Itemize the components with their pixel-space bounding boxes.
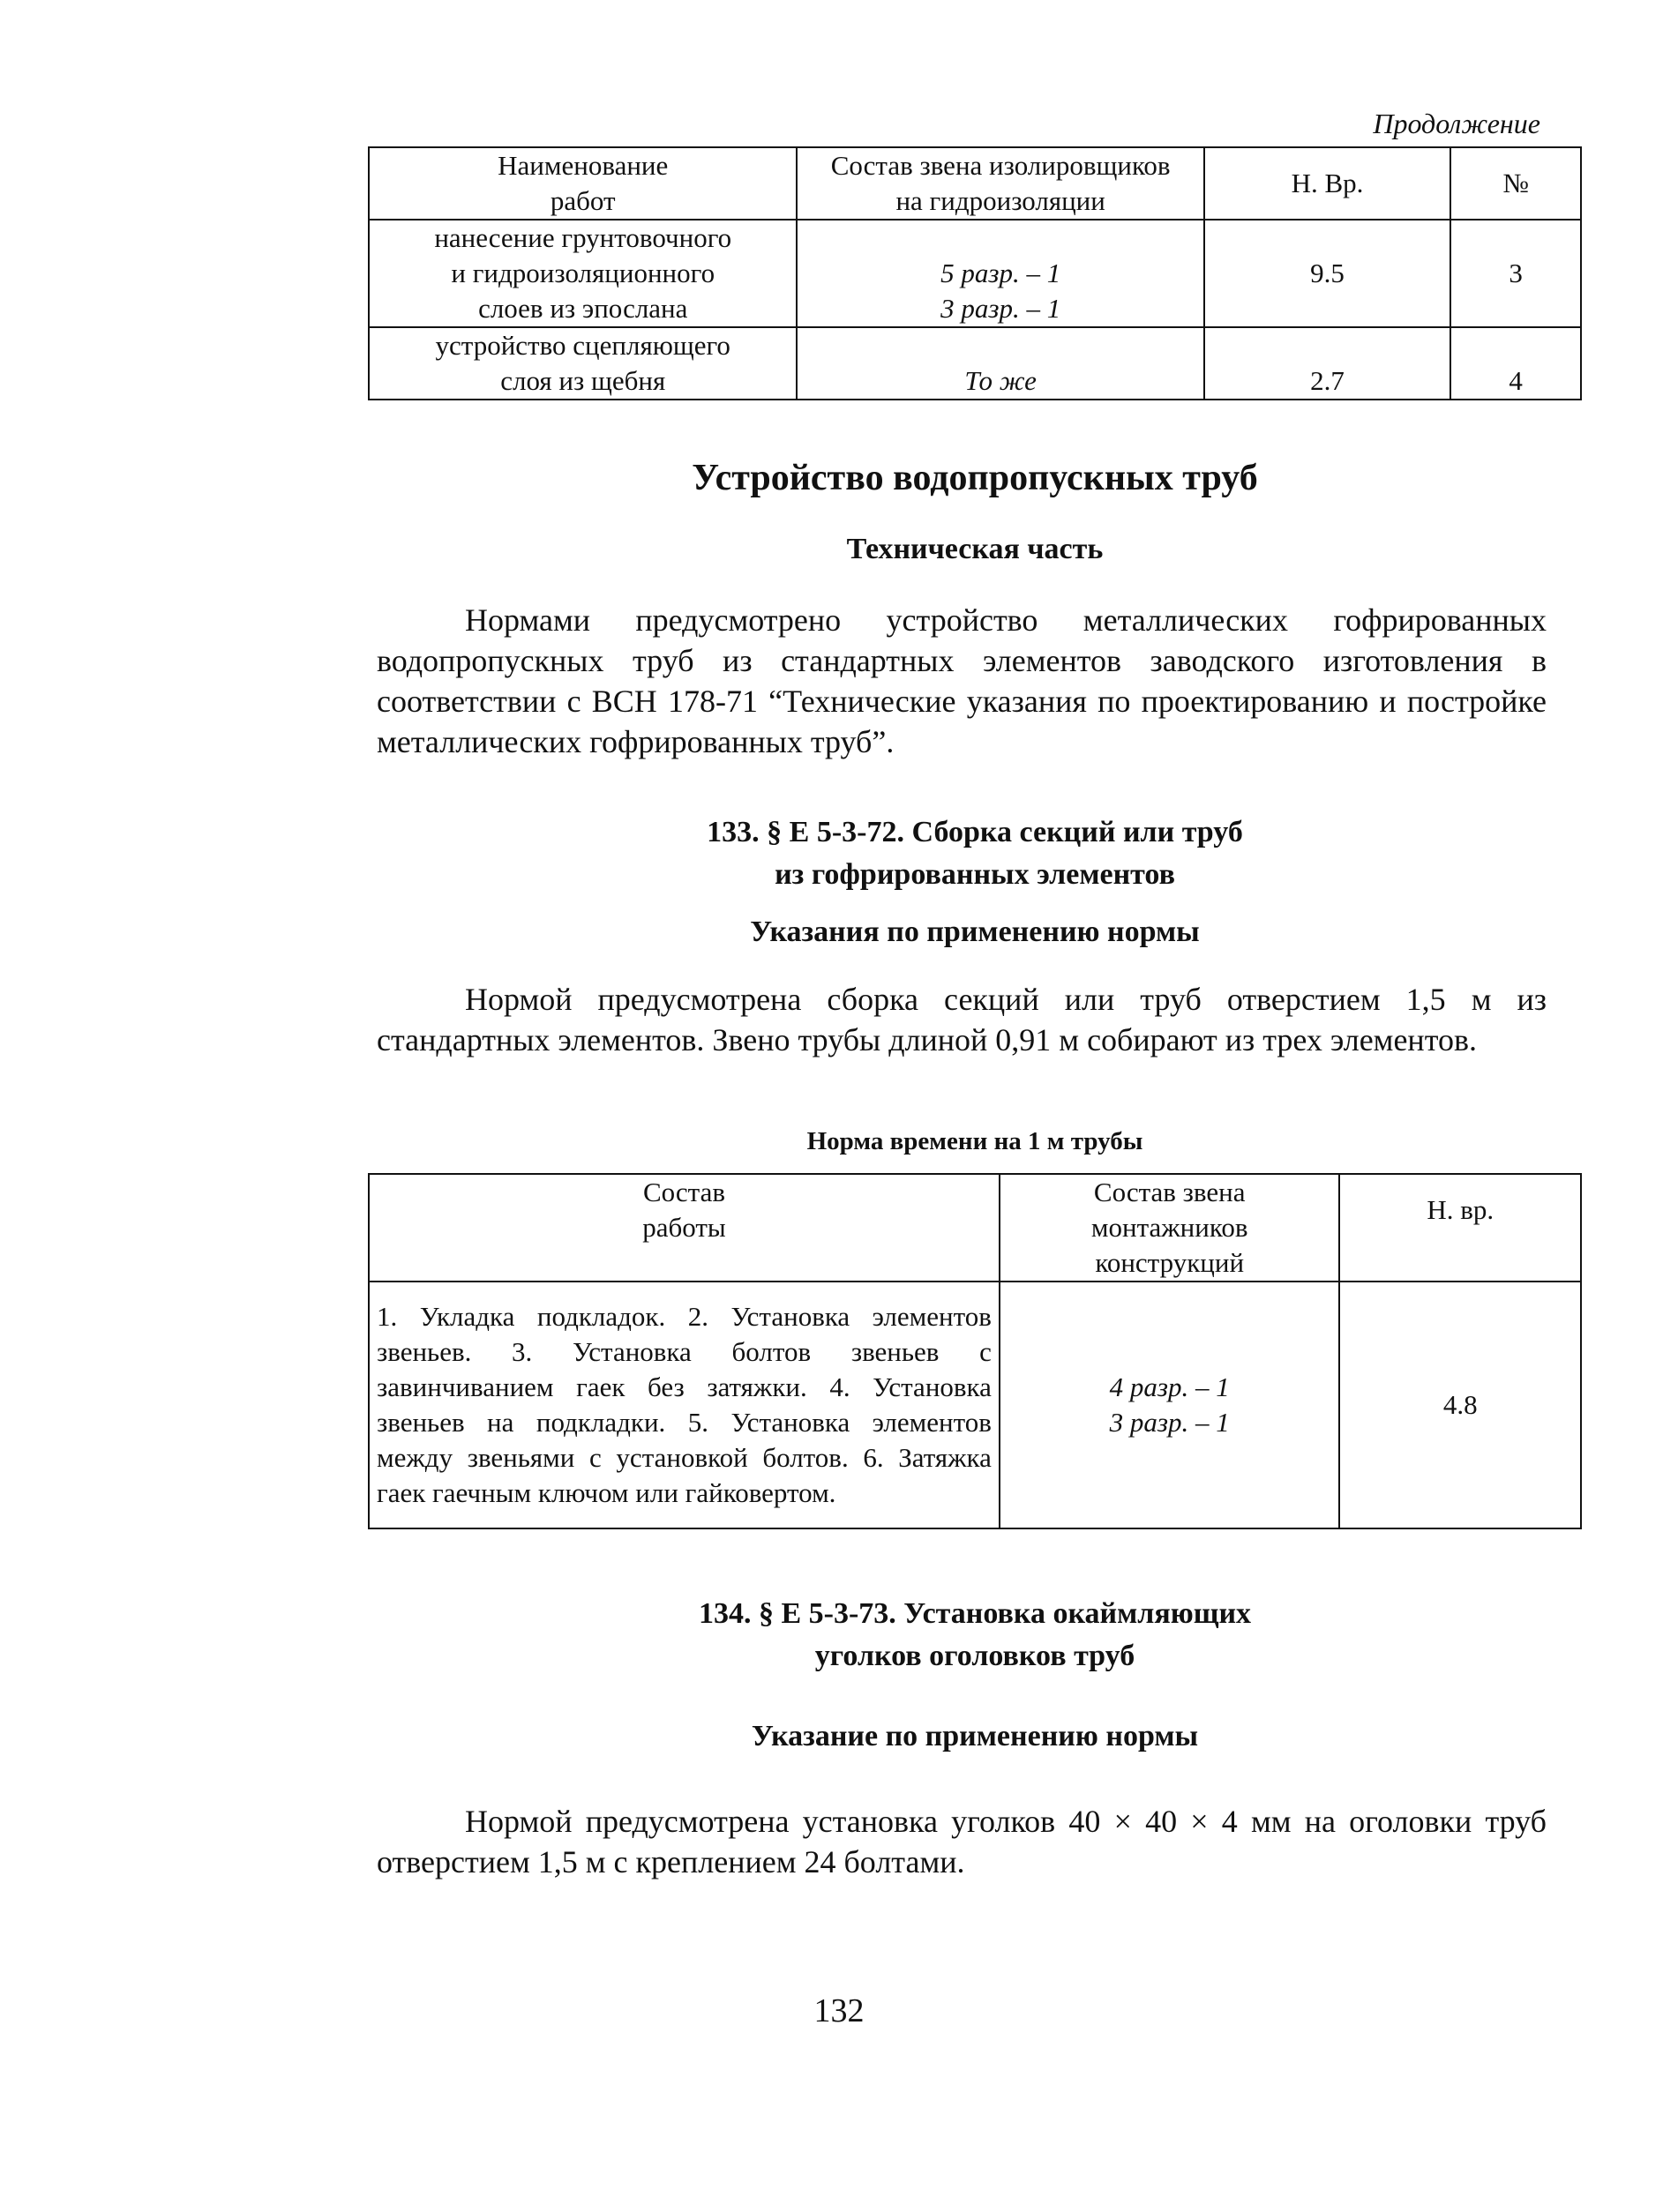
paragraph-133-title: [368, 811, 1582, 896]
paragraph-133-title-line1: 133. § Е 5-3-72. Сборка секций или труб: [707, 816, 1243, 848]
paragraph-134-usage-title: Указание по применению нормы: [751, 1720, 1199, 1752]
row-crew: То же: [797, 327, 1203, 400]
header-crew: Состав звена монтажников конструкций: [1000, 1174, 1340, 1282]
paragraph-134-title-line2: уголков оголовков труб: [814, 1640, 1135, 1672]
paragraph-133-usage-text: Нормой предусмотрена сборка секций или труб отверстием 1,5 м из стандартных элементов. Звено трубы длиной 0,91 м собирают из трех элементов.: [377, 982, 1547, 1057]
header-crew: Состав звена изолировщиков на гидроизоляции: [797, 147, 1203, 220]
paragraph-134-title-line1: 134. § Е 5-3-73. Установка окаймляющих: [698, 1597, 1252, 1630]
table-caption: Норма времени на 1 м трубы: [806, 1127, 1143, 1155]
table-row: [369, 1282, 1581, 1528]
row-work: 1. Укладка подкладок. 2. Установка элементов звеньев. 3. Установка болтов звеньев с завинчиванием гаек без затяжки. 4. Установка звеньев на подкладки. 5. Установка элементов между звеньями с установкой болтов. 6. Затяжка гаек гаечным ключом или гайковертом.: [369, 1282, 1000, 1528]
header-number: №: [1450, 147, 1581, 220]
continuation-label: Продолжение: [1373, 108, 1540, 139]
paragraph-134-usage-text: Нормой предусмотрена установка уголков 40 × 40 × 4 мм на оголовки труб отверстием 1,5 м с креплением 24 болтами.: [377, 1804, 1547, 1879]
row-norm: 4.8: [1339, 1282, 1581, 1528]
table-row: [369, 220, 1581, 327]
row-work-name: устройство сцепляющего слоя из щебня: [369, 327, 797, 400]
row-number: 4: [1450, 327, 1581, 400]
row-number: 3: [1450, 220, 1581, 327]
page-number: 132: [813, 1992, 865, 2029]
header-norm: Н. Вр.: [1204, 147, 1450, 220]
table-header-row: [369, 1174, 1581, 1282]
tech-part-text: Нормами предусмотрено устройство металлических гофрированных водопропускных труб из стандартных элементов заводского изготовления в соответствии с ВСН 178-71 “Технические указания по проектированию и постройке металлических гофрированных труб”.: [377, 602, 1547, 759]
header-norm: Н. вр.: [1339, 1174, 1581, 1282]
paragraph-134-title: [368, 1593, 1582, 1678]
paragraph-133-usage-title: Указания по применению нормы: [750, 915, 1200, 948]
row-crew: 5 разр. – 1 3 разр. – 1: [797, 220, 1203, 327]
tech-part-title: Техническая часть: [846, 533, 1104, 565]
header-work: Состав работы: [369, 1174, 1000, 1282]
section-title: Устройство водопропускных труб: [692, 458, 1258, 498]
insulation-norms-table: [368, 146, 1582, 400]
time-norm-table: [368, 1173, 1582, 1529]
row-crew: 4 разр. – 1 3 разр. – 1: [1000, 1282, 1340, 1528]
row-norm: 2.7: [1204, 327, 1450, 400]
row-work-name: нанесение грунтовочного и гидроизоляционного слоев из эпослана: [369, 220, 797, 327]
table-row: [369, 327, 1581, 400]
row-norm: 9.5: [1204, 220, 1450, 327]
header-work-name: Наименование работ: [369, 147, 797, 220]
paragraph-133-title-line2: из гофрированных элементов: [775, 858, 1175, 891]
table-header-row: [369, 147, 1581, 220]
